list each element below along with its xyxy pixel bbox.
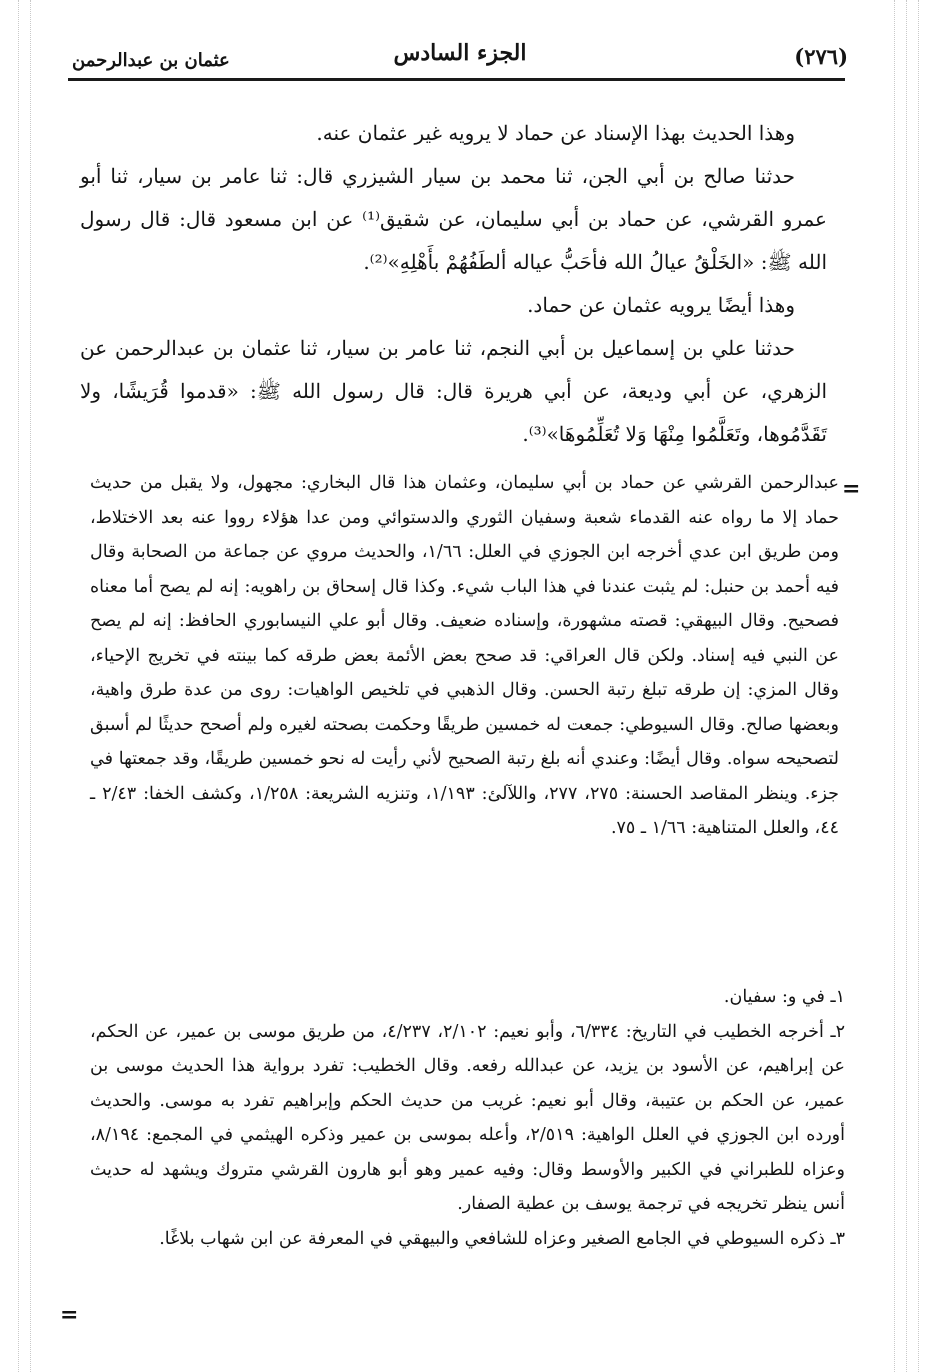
main-text — [80, 112, 827, 456]
footnote-item: ٣ـ ذكره السيوطي في الجامع الصغير وعزاه للشافعي والبيهقي في المعرفة عن ابن شهاب بلاغًا. — [159, 1228, 845, 1249]
scan-margin-dots — [30, 0, 31, 1372]
main-paragraph: حدثنا علي بن إسماعيل بن أبي النجم، ثنا عامر بن سيار، ثنا عثمان بن عبدالرحمن عن الزهري، عن أبي وديعة، عن أبي هريرة قال: قال رسول الله ﷺ: «قدموا قُرَيشًا، ولا تَقَدَّمُوها، وتَعَلَّمُوا مِنْهَا وَلا تُعَلِّمُوهَا»⁽³⁾. — [80, 336, 827, 446]
scan-margin-dots — [918, 0, 919, 1372]
main-paragraph: وهذا الحديث بهذا الإسناد عن حماد لا يرويه غير عثمان عنه. — [316, 121, 795, 145]
footnotes — [90, 980, 845, 1256]
scan-margin-dots — [18, 0, 19, 1372]
footnote-text: عبدالرحمن القرشي عن حماد بن أبي سليمان، وعثمان هذا قال البخاري: مجهول، ولا يقبل من حديث حماد إلا ما رواه عنه القدماء شعبة وسفيان الثوري والدستوائي ومن عدا هؤلاء رووا عنه بعد الاختلاط، ومن طريق ابن عدي أخرجه ابن الجوزي في العلل: ١/٦٦، والحديث مروي عن جماعة من الصحابة وقال فيه أحمد بن حنبل: لم يثبت عندنا في هذا الباب شيء. وكذا قال إسحاق بن راهويه: إنه لم يصح أما معناه فصحيح. وقال البيهقي: قصته مشهورة، وإسناده ضعيف. وقال أبو علي النيسابوري الحافظ: إنه لم يصح عن النبي فيه إسناد. ولكن قال العراقي: قد صحح بعض الأئمة بعض طرقه كما بينته في تخريج الإحياء، وقال المزي: إن طرقه تبلغ رتبة الحسن. وقال الذهبي في تلخيص الواهيات: روى من عدة طرق واهية، وبعضها صالح. وقال السيوطي: جمعت له خمسين طريقًا وحكمت بصحته لغيره ولم أصحح حديثًا لم أسبق لتصحيحه سواه. وقال أيضًا: وعندي أنه بلغ رتبة الصحيح لأني رأيت له نحو خمسين طريقًا، وقد جمعتها في جزء. وينظر المقاصد الحسنة: ٢٧٥، ٢٧٧، واللآلئ: ١/١٩٣، وتنزيه الشريعة: ١/٢٥٨، وكشف الخفا: ٢/٤٣ ـ ٤٤، والعلل المتناهية: ١/٦٦ ـ ٧٥. — [90, 473, 839, 838]
scan-margin-dots — [894, 0, 895, 1372]
footnote-item: ١ـ في و: سفيان. — [723, 987, 845, 1007]
page-number: (٢٧٦) — [794, 44, 848, 69]
header-rule — [68, 78, 845, 81]
footnote-continuation-mark: = — [842, 476, 861, 502]
footnote-continuation-mark: = — [60, 1302, 79, 1328]
footnote-continuation — [90, 466, 839, 846]
main-paragraph: وهذا أيضًا يرويه عثمان عن حماد. — [527, 293, 795, 317]
scan-margin-dots — [906, 0, 907, 1372]
page-header — [72, 36, 848, 78]
volume-title: الجزء السادس — [393, 40, 527, 66]
chapter-name: عثمان بن عبدالرحمن — [72, 50, 230, 71]
footnote-item: ٢ـ أخرجه الخطيب في التاريخ: ٦/٣٣٤، وأبو نعيم: ٢/١٠٢، ٤/٢٣٧، من طريق موسى بن عمير، عن الحكم، عن إبراهيم، عن الأسود بن يزيد، عن عبدالله رفعه. وقال الخطيب: تفرد برواية هذا الحديث موسى بن عمير، عن الحكم بن عتيبة، وقال أبو نعيم: غريب من حديث الحكم وإبراهيم تفرد به موسى. والحديث أورده ابن الجوزي في العلل الواهية: ٢/٥١٩، وأعله بموسى بن عمير وذكره الهيثمي في المجمع: ٨/١٩٤، وعزاه للطبراني في الكبير والأوسط وقال: وفيه عمير وهو أبو هارون القرشي متروك ويشهد له حديث أنس ينظر تخريجه في ترجمة يوسف بن عطية الصفار. — [90, 1021, 846, 1214]
main-paragraph: حدثنا صالح بن أبي الجن، ثنا محمد بن سيار الشيزري قال: ثنا عامر بن سيار، ثنا أبو عمرو القرشي، عن حماد بن أبي سليمان، عن شقيق⁽¹⁾ عن ابن مسعود قال: قال رسول الله ﷺ: «الخَلْقُ عيالُ الله فأحَبُّ عياله ألطَفُهُمْ بأَهْلِهِ»⁽²⁾. — [80, 164, 827, 274]
